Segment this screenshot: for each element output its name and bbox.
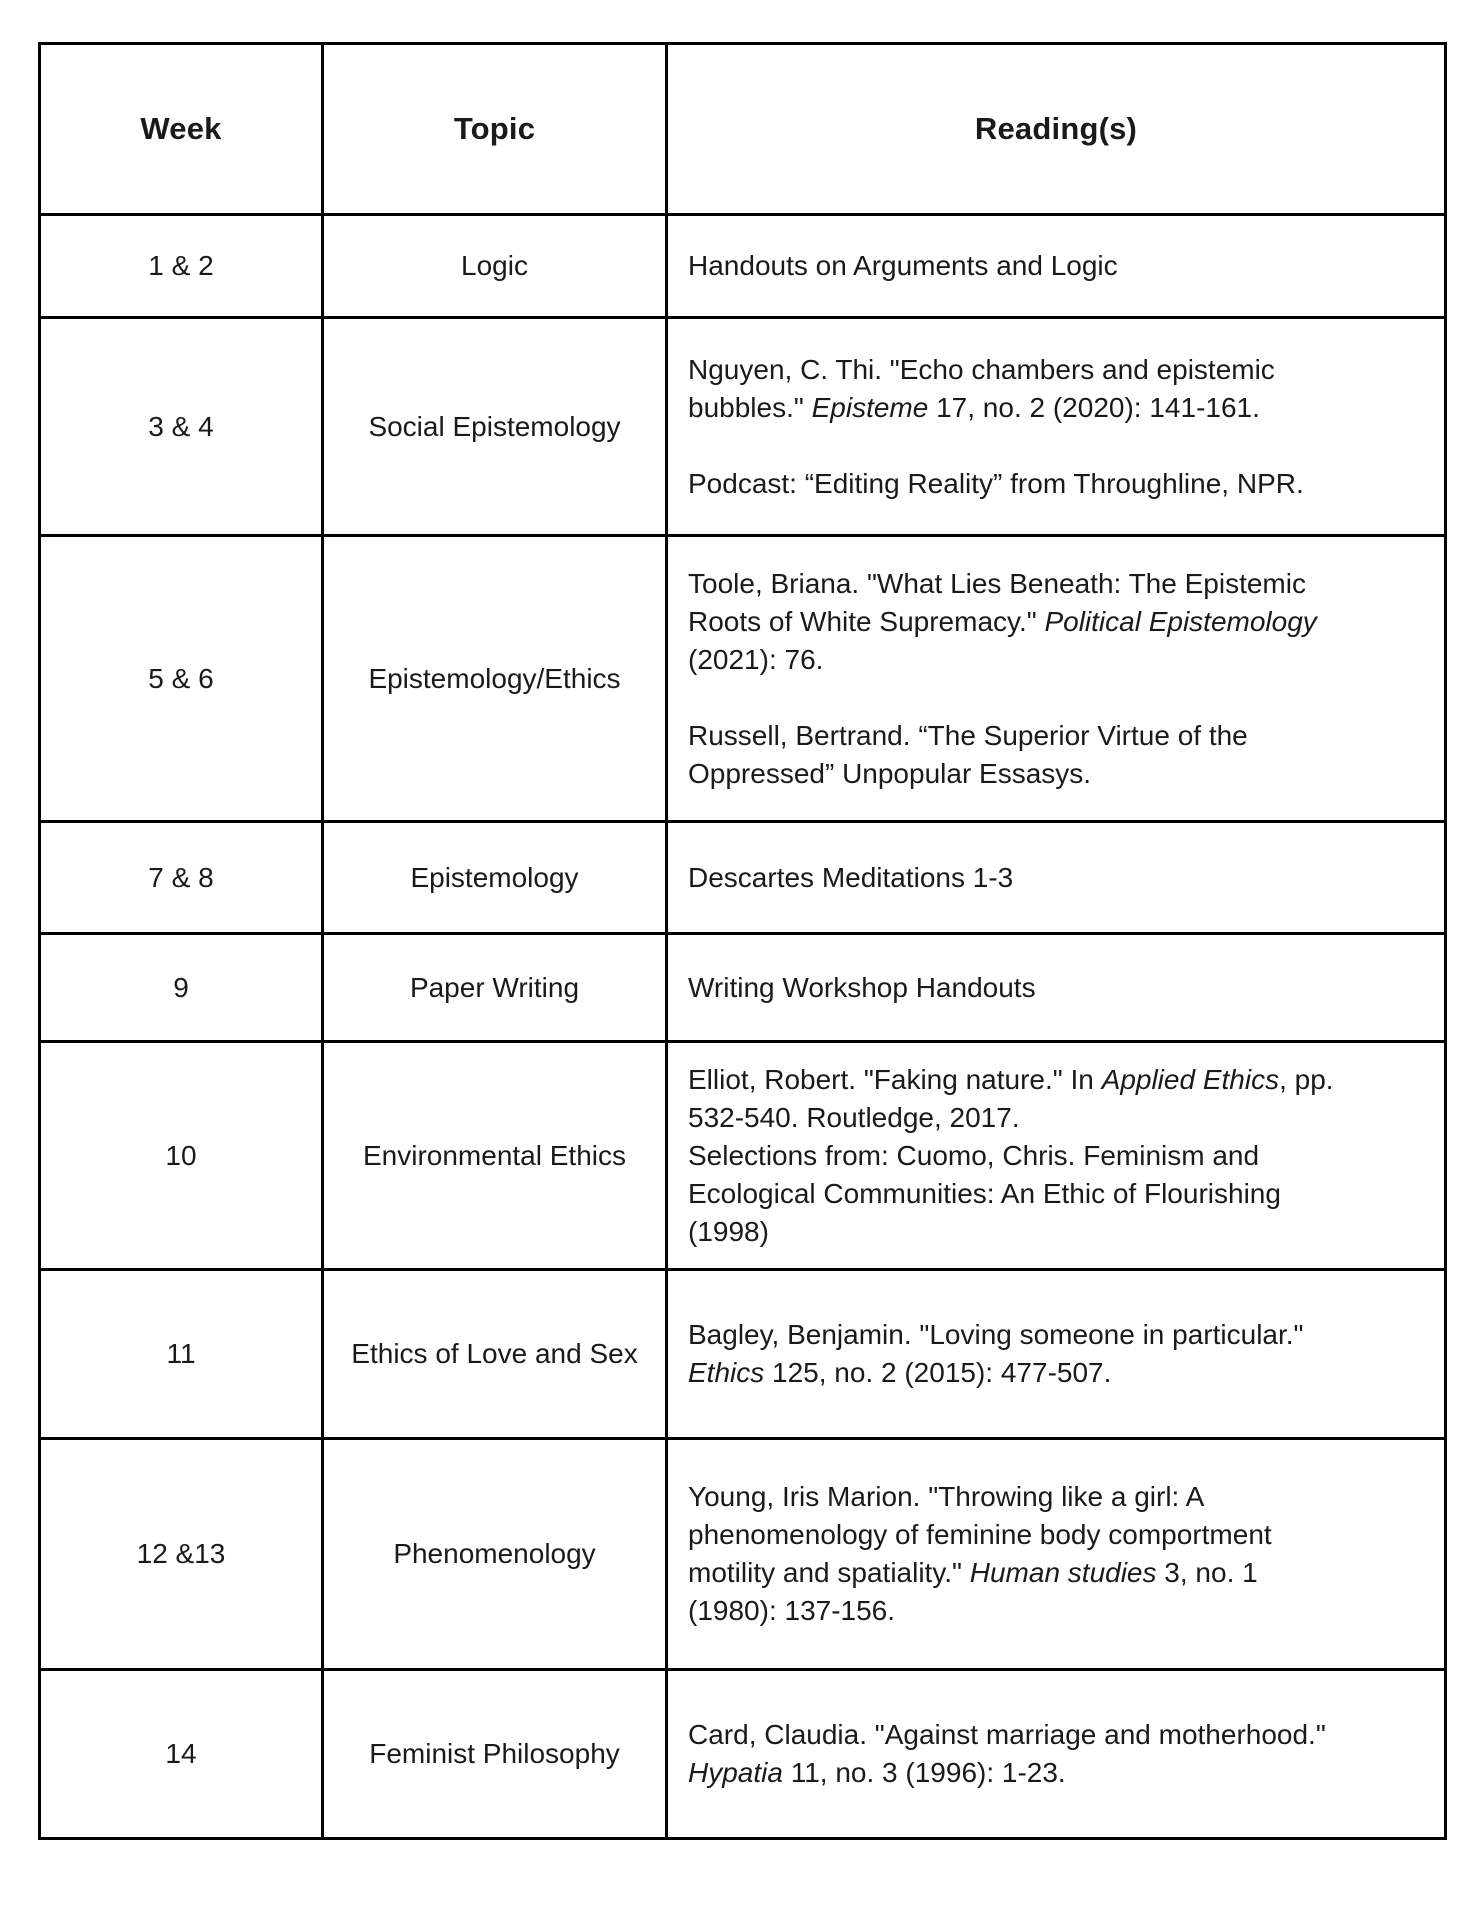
reading-line	[688, 1354, 1436, 1392]
readings-cell	[667, 318, 1446, 536]
italic-work-title: Political Epistemology	[1044, 605, 1317, 637]
reading-text: phenomenology of feminine body comportment	[688, 1519, 1272, 1550]
italic-work-title: Ethics	[688, 1357, 765, 1388]
reading-line	[688, 1592, 1436, 1630]
readings-cell	[667, 934, 1446, 1042]
column-header-week: Week	[40, 44, 323, 215]
topic-cell: Feminist Philosophy	[323, 1670, 667, 1839]
topic-cell: Environmental Ethics	[323, 1042, 667, 1270]
week-cell: 1 & 2	[40, 215, 323, 318]
reading-line	[688, 247, 1436, 285]
reading-line	[688, 1213, 1436, 1251]
reading-line	[688, 1554, 1436, 1592]
reading-text: Roots of White Supremacy."	[688, 605, 1045, 637]
reading-line	[688, 717, 1436, 755]
reading-line	[688, 465, 1436, 503]
table-row	[40, 1670, 1446, 1839]
reading-text: 125, no. 2 (2015): 477-507.	[764, 1357, 1112, 1388]
reading-line	[688, 389, 1436, 427]
table-row	[40, 1439, 1446, 1670]
topic-cell: Epistemology/Ethics	[323, 536, 667, 822]
reading-text: (1980): 137-156.	[688, 1595, 896, 1626]
readings-cell	[667, 1439, 1446, 1670]
reading-text: Card, Claudia. "Against marriage and motherhood."	[688, 1719, 1326, 1750]
reading-line	[688, 755, 1436, 793]
week-cell: 10	[40, 1042, 323, 1270]
reading-text: Selections from: Cuomo, Chris. Feminism and	[688, 1139, 1260, 1171]
readings-cell	[667, 1270, 1446, 1439]
schedule-table	[38, 42, 1447, 1840]
reading-text: Nguyen, C. Thi. "Echo chambers and epistemic	[688, 353, 1275, 385]
reading-text: Toole, Briana. "What Lies Beneath: The Epistemic	[688, 567, 1306, 599]
reading-line	[688, 1137, 1436, 1175]
reading-text: Descartes Meditations 1-3	[688, 861, 1014, 893]
column-header-topic: Topic	[323, 44, 667, 215]
reading-line	[688, 679, 1436, 717]
reading-line	[688, 1316, 1436, 1354]
readings-cell	[667, 822, 1446, 934]
week-cell: 3 & 4	[40, 318, 323, 536]
topic-cell: Logic	[323, 215, 667, 318]
week-cell: 12 &13	[40, 1439, 323, 1670]
reading-text: Handouts on Arguments and Logic	[688, 250, 1118, 281]
reading-text: Young, Iris Marion. "Throwing like a girl: A	[688, 1481, 1205, 1512]
reading-text: (1998)	[688, 1215, 769, 1247]
reading-text: 17, no. 2 (2020): 141-161.	[928, 391, 1260, 423]
reading-text: 532-540. Routledge, 2017.	[688, 1101, 1020, 1133]
topic-cell: Epistemology	[323, 822, 667, 934]
reading-line	[688, 565, 1436, 603]
italic-work-title: Human studies	[969, 1557, 1157, 1588]
week-cell: 5 & 6	[40, 536, 323, 822]
table-row	[40, 1270, 1446, 1439]
topic-cell: Social Epistemology	[323, 318, 667, 536]
italic-work-title: Episteme	[811, 391, 929, 423]
reading-line	[688, 1175, 1436, 1213]
readings-cell	[667, 1042, 1446, 1270]
week-cell: 14	[40, 1670, 323, 1839]
table-row	[40, 215, 1446, 318]
table-row	[40, 536, 1446, 822]
table-row	[40, 1042, 1446, 1270]
reading-text: bubbles."	[688, 391, 812, 423]
reading-line	[688, 859, 1436, 897]
week-cell: 7 & 8	[40, 822, 323, 934]
readings-cell	[667, 215, 1446, 318]
reading-text: Russell, Bertrand. “The Superior Virtue of the	[688, 719, 1248, 751]
reading-text: Podcast: “Editing Reality” from Throughline, NPR.	[688, 467, 1304, 499]
reading-text: Bagley, Benjamin. "Loving someone in particular."	[688, 1319, 1304, 1350]
table-row	[40, 318, 1446, 536]
header-row	[40, 44, 1446, 215]
table-row	[40, 934, 1446, 1042]
reading-line	[688, 1754, 1436, 1792]
reading-line	[688, 641, 1436, 679]
reading-line	[688, 1099, 1436, 1137]
topic-cell: Paper Writing	[323, 934, 667, 1042]
readings-cell	[667, 536, 1446, 822]
topic-cell: Ethics of Love and Sex	[323, 1270, 667, 1439]
reading-line	[688, 1478, 1436, 1516]
reading-line	[688, 427, 1436, 465]
reading-text: 11, no. 3 (1996): 1-23.	[782, 1757, 1066, 1788]
reading-text: , pp.	[1279, 1063, 1334, 1095]
topic-cell: Phenomenology	[323, 1439, 667, 1670]
table-row	[40, 822, 1446, 934]
reading-text: Writing Workshop Handouts	[688, 971, 1036, 1003]
reading-line	[688, 969, 1436, 1007]
italic-work-title: Hypatia	[688, 1757, 783, 1788]
reading-line	[688, 1716, 1436, 1754]
reading-line	[688, 603, 1436, 641]
reading-text: Ecological Communities: An Ethic of Flourishing	[688, 1177, 1281, 1209]
reading-line	[688, 1061, 1436, 1099]
column-header-readings: Reading(s)	[667, 44, 1446, 215]
reading-line	[688, 351, 1436, 389]
italic-work-title: Applied Ethics	[1101, 1063, 1280, 1095]
reading-text: 3, no. 1	[1156, 1557, 1258, 1588]
week-cell: 9	[40, 934, 323, 1042]
reading-line	[688, 1516, 1436, 1554]
schedule-body	[40, 215, 1446, 1839]
reading-text: Elliot, Robert. "Faking nature." In	[688, 1063, 1102, 1095]
week-cell: 11	[40, 1270, 323, 1439]
reading-text: Oppressed” Unpopular Essasys.	[688, 757, 1092, 789]
readings-cell	[667, 1670, 1446, 1839]
reading-text: motility and spatiality."	[688, 1557, 970, 1588]
reading-text: (2021): 76.	[688, 643, 824, 675]
